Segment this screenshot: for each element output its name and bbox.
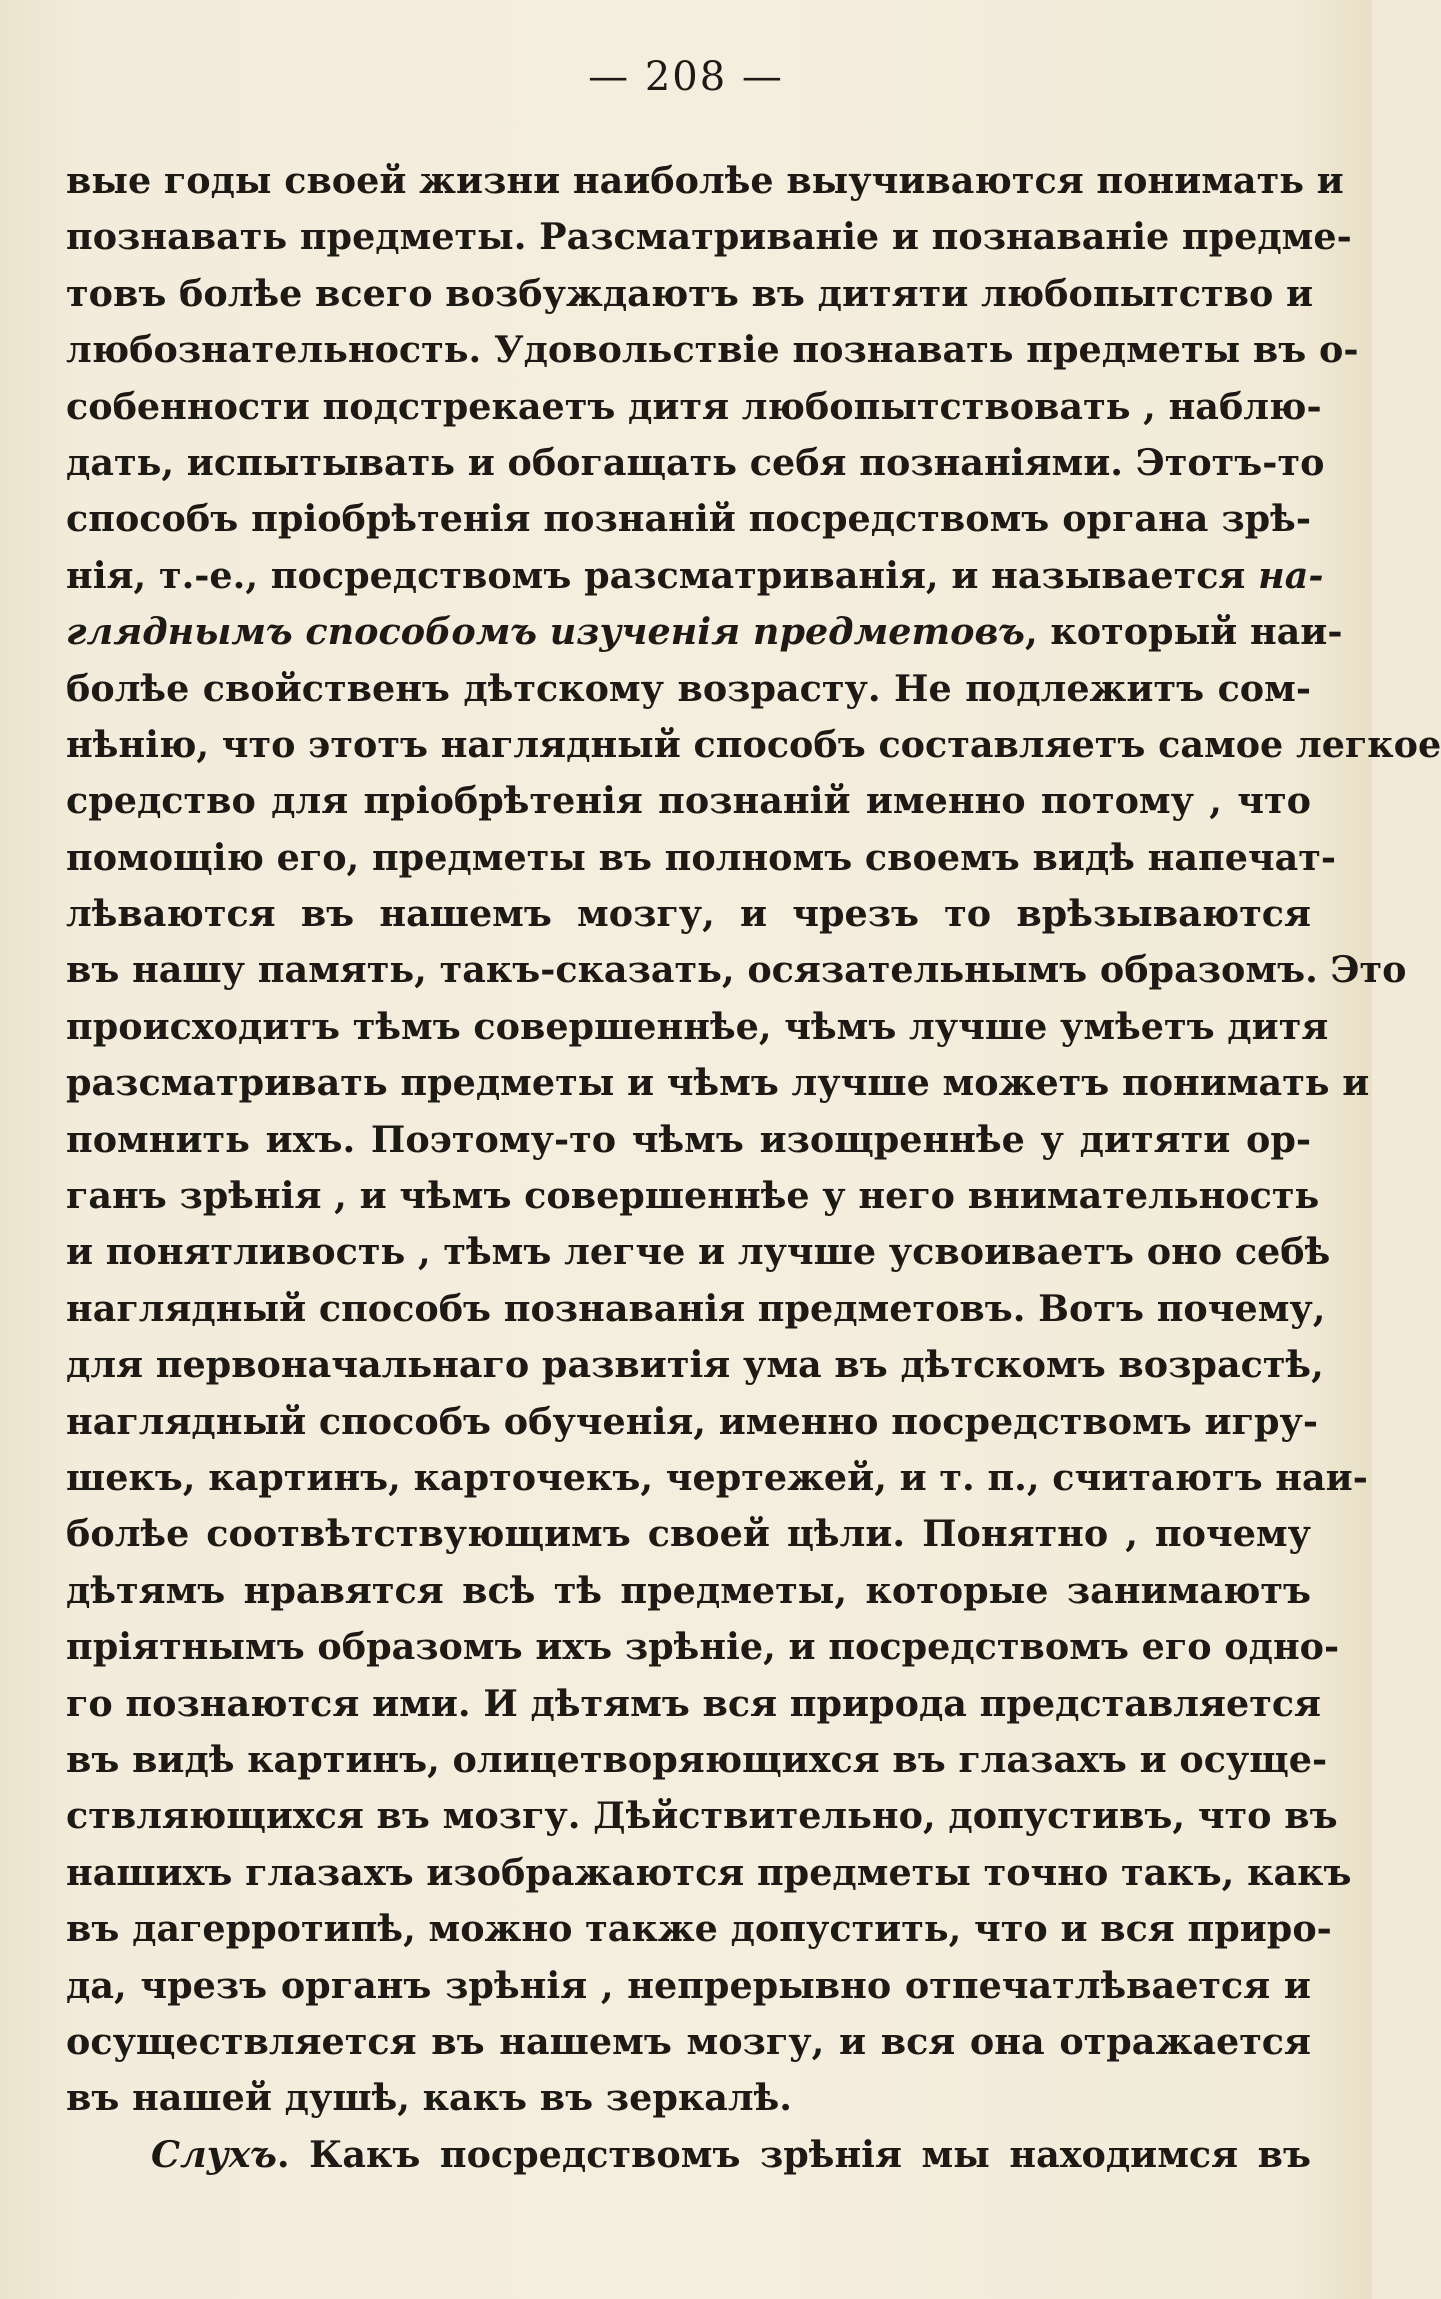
text-line: любознательность. Удовольствіе познавать предметы въ о- [66,328,1359,372]
text-line: наглядный способъ познаванія предметовъ. Вотъ почему, [66,1286,1326,1330]
text-line: лѣваются въ нашемъ мозгу, и чрезъ то врѣзываются [66,892,1311,936]
text-line: средство для пріобрѣтенія познаній именно потому , что [66,779,1311,823]
text-line: познавать предметы. Разсматриваніе и познаваніе предме- [66,215,1352,259]
italic-term: на- [1258,553,1324,597]
text-line: нѣнію, что этотъ наглядный способъ составляетъ самое легкое [66,722,1441,766]
text-line: и понятливость , тѣмъ легче и лучше усвоиваетъ оно себѣ [66,1230,1331,1274]
text-line: гляднымъ способомъ изученія предметовъ, который наи- [66,610,1343,654]
text-line: шекъ, картинъ, карточекъ, чертежей, и т. п., считаютъ наи- [66,1455,1368,1499]
text-line: помнить ихъ. Поэтому-то чѣмъ изощреннѣе у дитяти ор- [66,1117,1311,1161]
text-line: способъ пріобрѣтенія познаній посредствомъ органа зрѣ- [66,497,1311,541]
text-line: собенности подстрекаетъ дитя любопытствовать , наблю- [66,384,1322,428]
text-line: пріятнымъ образомъ ихъ зрѣніе, и посредствомъ его одно- [66,1625,1340,1669]
text-line: наглядный способъ обученія, именно посредствомъ игру- [66,1399,1318,1443]
section-heading-inline: Слухъ [151,2132,277,2176]
text-line: въ нашу память, такъ-сказать, осязательнымъ образомъ. Это [66,948,1407,992]
text-line: болѣе свойственъ дѣтскому возрасту. Не подлежитъ сом- [66,666,1311,710]
italic-term: гляднымъ способомъ изученія предметовъ [66,610,1025,654]
text-line: осуществляется въ нашемъ мозгу, и вся она отражается [66,2019,1311,2063]
text-line: ганъ зрѣнія , и чѣмъ совершеннѣе у него внимательность [66,1174,1320,1218]
text-line: дѣтямъ нравятся всѣ тѣ предметы, которые занимаютъ [66,1568,1311,1612]
text-line: ствляющихся въ мозгу. Дѣйствительно, допустивъ, что въ [66,1794,1338,1838]
text-line: Слухъ. Какъ посредствомъ зрѣнія мы находимся въ [151,2132,1311,2176]
text-line: нія, т.-е., посредствомъ разсматриванія, и называется на- [66,553,1324,597]
text-line: въ видѣ картинъ, олицетворяющихся въ глазахъ и осуще- [66,1737,1328,1781]
text-line: нашихъ глазахъ изображаются предметы точно такъ, какъ [66,1850,1352,1894]
text-line: въ дагерротипѣ, можно также допустить, что и вся приро- [66,1907,1332,1951]
text-line: да, чрезъ органъ зрѣнія , непрерывно отпечатлѣвается и [66,1963,1311,2007]
text-line: болѣе соотвѣтствующимъ своей цѣли. Понятно , почему [66,1512,1311,1556]
page-number: — 208 — [588,54,784,100]
paragraph-end-line: въ нашей душѣ, какъ въ зеркалѣ. [66,2076,792,2120]
text-line: го познаются ими. И дѣтямъ вся природа представляется [66,1681,1322,1725]
body-text [66,153,1441,2183]
text-line: происходитъ тѣмъ совершеннѣе, чѣмъ лучше умѣетъ дитя [66,1004,1329,1048]
text-line: разсматривать предметы и чѣмъ лучше можетъ понимать и [66,1061,1370,1105]
text-line: вые годы своей жизни наиболѣе выучиваются понимать и [66,159,1344,202]
text-line: для первоначальнаго развитія ума въ дѣтскомъ возрастѣ, [66,1343,1324,1387]
text-line: дать, испытывать и обогащать себя познаніями. Этотъ-то [66,440,1325,484]
text-line: помощію его, предметы въ полномъ своемъ видѣ напечат- [66,835,1337,879]
text-line: товъ болѣе всего возбуждаютъ въ дитяти любопытство и [66,271,1314,315]
